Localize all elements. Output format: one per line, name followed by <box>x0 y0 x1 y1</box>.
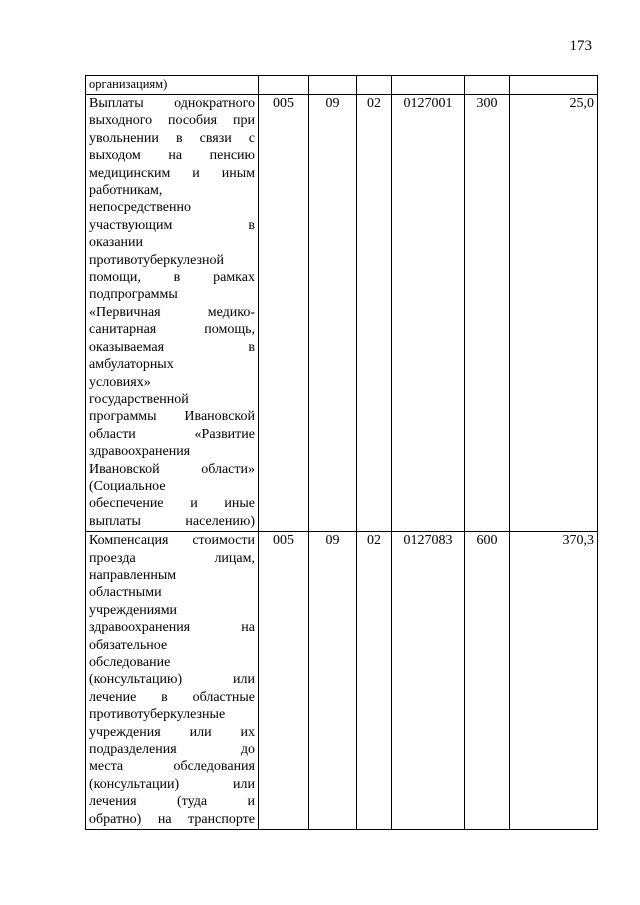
amount: 370,3 <box>510 532 598 830</box>
description-line: проезда лицам, <box>89 550 255 566</box>
row-description <box>86 95 259 532</box>
description-line: Выплаты однократного <box>89 96 255 111</box>
description-line: выходного пособия при <box>89 113 255 129</box>
continuation-cell: организациям) <box>86 76 259 95</box>
description-line: места обследования <box>89 759 255 775</box>
description-line: обратно) на транспорте <box>89 811 255 827</box>
description-line: помощи, в рамках <box>89 270 255 286</box>
description-line: области «Развитие <box>89 426 255 442</box>
expense-type-code: 300 <box>465 95 510 532</box>
ministry-code: 005 <box>259 95 309 532</box>
description-line: санитарная помощь, <box>89 322 255 338</box>
description-line: оказании <box>89 235 144 251</box>
budget-table <box>85 75 598 830</box>
ministry-code: 005 <box>259 532 309 830</box>
description-line: работникам, <box>89 183 163 199</box>
description-line: обязательное <box>89 637 168 653</box>
description-line: государственной <box>89 391 189 407</box>
description-line: медицинским и иным <box>89 165 255 181</box>
empty-cell <box>392 76 465 95</box>
description-line: амбулаторных <box>89 357 174 373</box>
description-line: Компенсация стоимости <box>89 533 255 549</box>
table-row <box>86 532 598 830</box>
description-line: «Первичная медико- <box>89 304 255 320</box>
description-line: лечения (туда и <box>89 794 255 810</box>
description-line: оказываемая в <box>89 339 255 355</box>
description-line: (Социальное <box>89 478 166 494</box>
description-line: программы Ивановской <box>89 409 255 425</box>
description-line: (консультации) или <box>89 776 255 792</box>
row-description <box>86 532 259 830</box>
description-line: обследование <box>89 655 171 670</box>
description-line: здравоохранения <box>89 444 191 460</box>
description-line: подразделения до <box>89 742 255 758</box>
description-line: лечение в областные <box>89 689 255 705</box>
target-item-code: 0127001 <box>392 95 465 532</box>
description-line: противотуберкулезные <box>89 707 226 723</box>
description-line: подпрограммы <box>89 287 178 303</box>
description-line: выходом на пенсию <box>89 148 255 164</box>
description-line: противотуберкулезной <box>89 252 225 268</box>
description-line: здравоохранения на <box>89 620 255 636</box>
continuation-row <box>86 76 598 95</box>
empty-cell <box>465 76 510 95</box>
description-line: увольнении в связи с <box>89 130 255 146</box>
expense-type-code: 600 <box>465 532 510 830</box>
description-line: направленным <box>89 567 177 583</box>
description-line: Ивановской области» <box>89 461 255 477</box>
description-line: учреждения или их <box>89 724 255 740</box>
description-line: участвующим в <box>89 217 255 233</box>
page-number: 173 <box>569 38 592 54</box>
subsection-code: 02 <box>357 532 392 830</box>
description-line: (консультацию) или <box>89 672 255 688</box>
subsection-code: 02 <box>357 95 392 532</box>
description-line: условиях» <box>89 374 151 390</box>
empty-cell <box>259 76 309 95</box>
table-row <box>86 95 598 532</box>
description-line: учреждениями <box>89 602 178 618</box>
description-line: областными <box>89 585 162 601</box>
empty-cell <box>510 76 598 95</box>
target-item-code: 0127083 <box>392 532 465 830</box>
amount: 25,0 <box>510 95 598 532</box>
section-code: 09 <box>309 532 357 830</box>
description-line: выплаты населению) <box>89 513 255 529</box>
description-line: непосредственно <box>89 200 191 216</box>
section-code: 09 <box>309 95 357 532</box>
empty-cell <box>357 76 392 95</box>
empty-cell <box>309 76 357 95</box>
description-line: обеспечение и иные <box>89 496 255 512</box>
